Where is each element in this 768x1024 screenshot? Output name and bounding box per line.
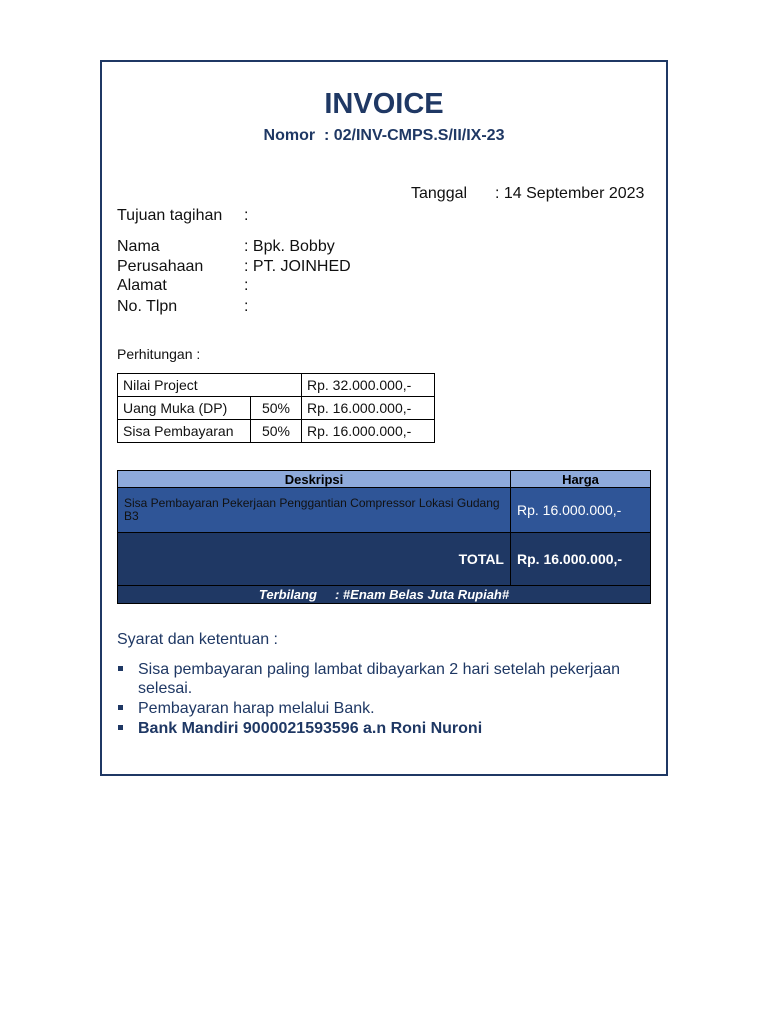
calc-amount: Rp. 16.000.000,- bbox=[302, 420, 435, 443]
column-header-price: Harga bbox=[511, 471, 651, 488]
list-item bbox=[117, 660, 647, 698]
amount-in-words-value: : #Enam Belas Juta Rupiah# bbox=[334, 587, 510, 602]
description-table bbox=[117, 470, 651, 604]
invoice-number bbox=[0, 127, 768, 145]
phone-label: No. Tlpn bbox=[117, 298, 178, 315]
bullet-icon bbox=[118, 725, 123, 730]
amount-in-words-row bbox=[118, 586, 651, 604]
amount-in-words bbox=[118, 586, 651, 604]
term-text: Sisa pembayaran paling lambat dibayarkan 2 hari setelah pekerjaan selesai. bbox=[138, 661, 621, 697]
list-item bbox=[117, 719, 647, 738]
total-row bbox=[118, 533, 651, 586]
table-row bbox=[118, 420, 435, 443]
term-text: Bank Mandiri 9000021593596 a.n Roni Nuroni bbox=[138, 720, 483, 737]
invoice-number-value: : 02/INV-CMPS.S/II/IX-23 bbox=[323, 127, 505, 144]
term-text: Pembayaran harap melalui Bank. bbox=[138, 700, 375, 717]
calc-name: Sisa Pembayaran bbox=[118, 420, 251, 443]
invoice-number-label: Nomor bbox=[263, 127, 316, 144]
table-row bbox=[118, 488, 651, 533]
bullet-icon bbox=[118, 666, 123, 671]
billing-to-colon: : bbox=[244, 207, 249, 224]
item-price: Rp. 16.000.000,- bbox=[511, 488, 651, 533]
date-value: : 14 September 2023 bbox=[495, 185, 645, 202]
terms-heading: Syarat dan ketentuan : bbox=[117, 631, 278, 648]
company-value: : PT. JOINHED bbox=[244, 258, 351, 275]
table-header-row bbox=[118, 471, 651, 488]
company-label: Perusahaan bbox=[117, 258, 204, 275]
total-label: TOTAL bbox=[118, 533, 511, 586]
invoice-title: INVOICE bbox=[324, 88, 444, 120]
table-row bbox=[118, 397, 435, 420]
item-description: Sisa Pembayaran Pekerjaan Penggantian Compressor Lokasi Gudang B3 bbox=[118, 488, 511, 533]
calc-amount: Rp. 32.000.000,- bbox=[302, 374, 435, 397]
list-item bbox=[117, 699, 647, 718]
table-row bbox=[118, 374, 435, 397]
name-label: Nama bbox=[117, 238, 160, 255]
phone-value: : bbox=[244, 298, 249, 315]
name-value: : Bpk. Bobby bbox=[244, 238, 335, 255]
bullet-icon bbox=[118, 705, 123, 710]
address-label: Alamat bbox=[117, 277, 167, 294]
amount-in-words-label: Terbilang bbox=[258, 587, 317, 602]
terms-list bbox=[117, 660, 647, 739]
calc-amount: Rp. 16.000.000,- bbox=[302, 397, 435, 420]
date-label: Tanggal bbox=[411, 185, 468, 202]
calculation-table bbox=[117, 373, 435, 443]
total-value: Rp. 16.000.000,- bbox=[511, 533, 651, 586]
calc-name: Nilai Project bbox=[118, 374, 302, 397]
billing-to-label: Tujuan tagihan bbox=[117, 207, 223, 224]
column-header-description: Deskripsi bbox=[118, 471, 511, 488]
calculation-label: Perhitungan : bbox=[117, 346, 201, 362]
calc-name: Uang Muka (DP) bbox=[118, 397, 251, 420]
address-value: : bbox=[244, 277, 249, 294]
calc-percent: 50% bbox=[251, 397, 302, 420]
calc-percent: 50% bbox=[251, 420, 302, 443]
